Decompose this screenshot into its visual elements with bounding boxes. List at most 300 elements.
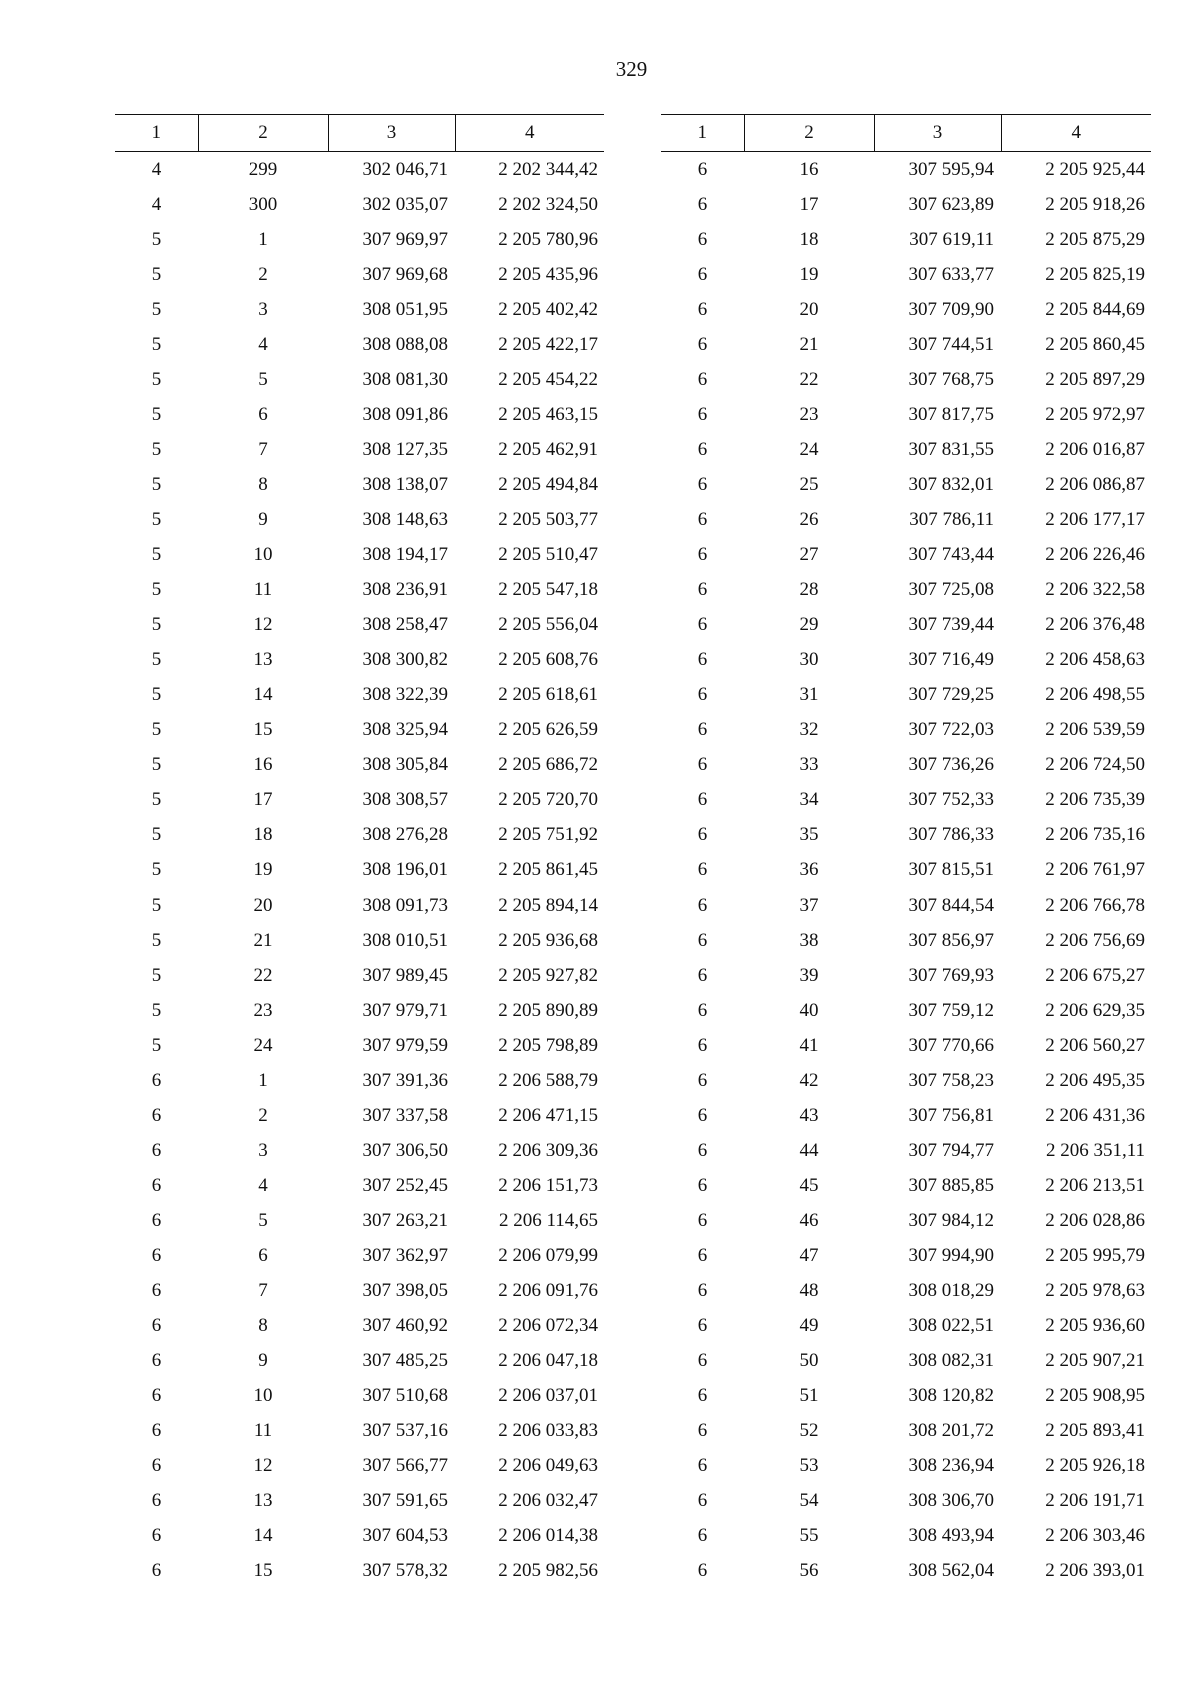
cell-y: 2 205 894,14 (498, 894, 598, 916)
cell-contour: 6 (151, 1244, 162, 1266)
cell-x: 307 591,65 (362, 1490, 448, 1512)
cell-y: 2 205 907,21 (1045, 1350, 1145, 1372)
cell-contour: 6 (697, 964, 708, 986)
cell-contour: 5 (151, 403, 162, 425)
cell-contour: 6 (697, 1139, 708, 1161)
table-row (661, 1414, 1151, 1449)
cell-contour: 6 (151, 1209, 162, 1231)
cell-y: 2 205 860,45 (1045, 333, 1145, 355)
cell-contour: 5 (151, 544, 162, 566)
cell-y: 2 205 463,15 (498, 403, 598, 425)
cell-x: 307 994,90 (908, 1244, 994, 1266)
cell-y: 2 206 177,17 (1045, 508, 1145, 530)
cell-contour: 6 (697, 1209, 708, 1231)
cell-point: 46 (799, 1209, 819, 1231)
column-header-3: 3 (874, 115, 1001, 152)
cell-point: 300 (248, 193, 278, 215)
cell-point: 52 (799, 1420, 819, 1442)
table-row (115, 573, 604, 608)
table-row (115, 257, 604, 292)
cell-contour: 5 (151, 263, 162, 285)
table-row (661, 608, 1151, 643)
cell-contour: 6 (151, 1385, 162, 1407)
cell-contour: 6 (151, 1139, 162, 1161)
table-row (661, 1379, 1151, 1414)
cell-x: 307 832,01 (908, 473, 994, 495)
cell-y: 2 206 033,83 (498, 1420, 598, 1442)
cell-contour: 6 (697, 579, 708, 601)
cell-x: 307 725,08 (908, 579, 994, 601)
cell-x: 308 022,51 (908, 1315, 994, 1337)
cell-contour: 6 (151, 1315, 162, 1337)
cell-contour: 5 (151, 368, 162, 390)
cell-x: 307 856,97 (908, 929, 994, 951)
cell-point: 27 (799, 544, 819, 566)
cell-x: 307 989,45 (362, 964, 448, 986)
cell-point: 20 (253, 894, 273, 916)
cell-point: 10 (253, 1385, 273, 1407)
cell-y: 2 206 079,99 (498, 1244, 598, 1266)
table-row (115, 1098, 604, 1133)
cell-point: 15 (253, 1560, 273, 1582)
cell-contour: 6 (697, 508, 708, 530)
cell-y: 2 205 936,60 (1045, 1315, 1145, 1337)
cell-y: 2 205 751,92 (498, 824, 598, 846)
cell-point: 30 (799, 649, 819, 671)
table-row (661, 643, 1151, 678)
cell-contour: 6 (151, 1560, 162, 1582)
cell-y: 2 205 402,42 (498, 298, 598, 320)
cell-point: 14 (253, 684, 273, 706)
cell-x: 307 566,77 (362, 1455, 448, 1477)
cell-y: 2 205 918,26 (1045, 193, 1145, 215)
cell-x: 302 046,71 (362, 158, 448, 180)
column-header-3: 3 (328, 115, 455, 152)
cell-x: 307 306,50 (362, 1139, 448, 1161)
cell-contour: 5 (151, 579, 162, 601)
cell-x: 307 969,68 (362, 263, 448, 285)
table-row (115, 678, 604, 713)
table-row (115, 748, 604, 783)
cell-x: 308 493,94 (908, 1525, 994, 1547)
cell-point: 16 (799, 158, 819, 180)
cell-point: 9 (258, 1350, 268, 1372)
cell-x: 307 460,92 (362, 1315, 448, 1337)
cell-y: 2 205 982,56 (498, 1560, 598, 1582)
table-row (661, 152, 1151, 188)
table-row (661, 1028, 1151, 1063)
cell-point: 31 (799, 684, 819, 706)
cell-point: 6 (258, 403, 268, 425)
cell-y: 2 206 735,16 (1045, 824, 1145, 846)
cell-y: 2 206 049,63 (498, 1455, 598, 1477)
table-row (115, 502, 604, 537)
cell-y: 2 206 309,36 (498, 1139, 598, 1161)
cell-x: 307 252,45 (362, 1174, 448, 1196)
table-row (115, 1309, 604, 1344)
table-row (115, 467, 604, 502)
table-row (115, 1379, 604, 1414)
table-row (661, 888, 1151, 923)
cell-point: 26 (799, 508, 819, 530)
table-row (115, 1028, 604, 1063)
cell-x: 307 844,54 (908, 894, 994, 916)
cell-y: 2 205 618,61 (498, 684, 598, 706)
cell-x: 307 979,71 (362, 999, 448, 1021)
cell-contour: 6 (697, 1455, 708, 1477)
table-row (661, 1098, 1151, 1133)
cell-x: 307 619,11 (909, 228, 994, 250)
cell-x: 308 081,30 (362, 368, 448, 390)
cell-x: 307 736,26 (908, 754, 994, 776)
cell-y: 2 206 016,87 (1045, 438, 1145, 460)
cell-y: 2 206 495,35 (1045, 1069, 1145, 1091)
cell-point: 7 (258, 438, 268, 460)
cell-x: 308 306,70 (908, 1490, 994, 1512)
cell-contour: 6 (697, 333, 708, 355)
cell-x: 307 537,16 (362, 1420, 448, 1442)
cell-y: 2 205 454,22 (498, 368, 598, 390)
cell-point: 33 (799, 754, 819, 776)
cell-point: 51 (799, 1385, 819, 1407)
cell-y: 2 205 626,59 (498, 719, 598, 741)
cell-point: 21 (253, 929, 273, 951)
table-row (661, 292, 1151, 327)
cell-contour: 6 (151, 1525, 162, 1547)
cell-y: 2 206 629,35 (1045, 999, 1145, 1021)
cell-point: 53 (799, 1455, 819, 1477)
cell-point: 43 (799, 1104, 819, 1126)
cell-y: 2 205 844,69 (1045, 298, 1145, 320)
table-row (115, 923, 604, 958)
cell-y: 2 206 393,01 (1045, 1560, 1145, 1582)
table-row (115, 187, 604, 222)
cell-y: 2 205 720,70 (498, 789, 598, 811)
cell-y: 2 206 376,48 (1045, 614, 1145, 636)
table-row (661, 1344, 1151, 1379)
cell-x: 308 201,72 (908, 1420, 994, 1442)
cell-x: 308 196,01 (362, 859, 448, 881)
cell-y: 2 206 047,18 (498, 1350, 598, 1372)
cell-y: 2 205 978,63 (1045, 1280, 1145, 1302)
cell-x: 307 709,90 (908, 298, 994, 320)
cell-y: 2 205 503,77 (498, 508, 598, 530)
cell-y: 2 206 213,51 (1045, 1174, 1145, 1196)
cell-contour: 5 (151, 298, 162, 320)
table-row (115, 362, 604, 397)
cell-contour: 6 (697, 1315, 708, 1337)
cell-point: 3 (258, 298, 268, 320)
cell-contour: 6 (697, 228, 708, 250)
cell-point: 16 (253, 754, 273, 776)
cell-contour: 6 (697, 473, 708, 495)
table-row (661, 1238, 1151, 1273)
cell-point: 13 (253, 649, 273, 671)
cell-y: 2 206 498,55 (1045, 684, 1145, 706)
cell-point: 15 (253, 719, 273, 741)
cell-point: 2 (258, 263, 268, 285)
cell-point: 21 (799, 333, 819, 355)
table-row (661, 1063, 1151, 1098)
cell-y: 2 205 422,17 (498, 333, 598, 355)
table-row (115, 1133, 604, 1168)
cell-point: 54 (799, 1490, 819, 1512)
cell-x: 307 391,36 (362, 1069, 448, 1091)
cell-point: 20 (799, 298, 819, 320)
table-row (115, 1203, 604, 1238)
cell-point: 24 (253, 1034, 273, 1056)
table-row (661, 993, 1151, 1028)
table-row (661, 1309, 1151, 1344)
cell-point: 5 (258, 368, 268, 390)
table-row (661, 327, 1151, 362)
cell-contour: 6 (697, 1244, 708, 1266)
cell-contour: 6 (151, 1174, 162, 1196)
cell-point: 49 (799, 1315, 819, 1337)
cell-y: 2 205 510,47 (498, 544, 598, 566)
table-row (115, 1063, 604, 1098)
cell-x: 308 308,57 (362, 789, 448, 811)
cell-point: 1 (258, 228, 268, 250)
cell-x: 307 362,97 (362, 1244, 448, 1266)
cell-point: 28 (799, 579, 819, 601)
cell-point: 40 (799, 999, 819, 1021)
cell-x: 308 138,07 (362, 473, 448, 495)
cell-x: 308 562,04 (908, 1560, 994, 1582)
table-row (661, 958, 1151, 993)
cell-x: 307 510,68 (362, 1385, 448, 1407)
table-row (661, 678, 1151, 713)
cell-point: 13 (253, 1490, 273, 1512)
cell-y: 2 206 458,63 (1045, 649, 1145, 671)
cell-contour: 6 (697, 754, 708, 776)
table-row (115, 993, 604, 1028)
table-body-right (661, 152, 1151, 1589)
cell-x: 307 752,33 (908, 789, 994, 811)
cell-y: 2 206 756,69 (1045, 929, 1145, 951)
cell-point: 29 (799, 614, 819, 636)
cell-point: 299 (248, 158, 278, 180)
cell-contour: 5 (151, 508, 162, 530)
table-row (661, 853, 1151, 888)
cell-x: 307 794,77 (908, 1139, 994, 1161)
table-row (115, 1168, 604, 1203)
cell-y: 2 206 471,15 (498, 1104, 598, 1126)
cell-point: 7 (258, 1280, 268, 1302)
cell-x: 308 236,91 (362, 579, 448, 601)
cell-point: 34 (799, 789, 819, 811)
cell-contour: 6 (697, 929, 708, 951)
cell-point: 50 (799, 1350, 819, 1372)
table-row (661, 1168, 1151, 1203)
page-number: 329 (615, 57, 648, 81)
cell-y: 2 205 556,04 (498, 614, 598, 636)
cell-contour: 6 (151, 1350, 162, 1372)
table-row (115, 1414, 604, 1449)
table-row (661, 502, 1151, 537)
cell-y: 2 205 995,79 (1045, 1244, 1145, 1266)
cell-contour: 6 (697, 368, 708, 390)
table-row (115, 1519, 604, 1554)
cell-x: 307 722,03 (908, 719, 994, 741)
cell-y: 2 206 037,01 (498, 1385, 598, 1407)
table-row (661, 1274, 1151, 1309)
cell-y: 2 205 972,97 (1045, 403, 1145, 425)
table-row (661, 397, 1151, 432)
cell-x: 308 258,47 (362, 614, 448, 636)
cell-y: 2 206 761,97 (1045, 859, 1145, 881)
cell-contour: 6 (697, 1069, 708, 1091)
cell-x: 307 786,11 (909, 508, 994, 530)
cell-point: 19 (799, 263, 819, 285)
cell-y: 2 205 435,96 (498, 263, 598, 285)
cell-x: 308 305,84 (362, 754, 448, 776)
cell-x: 307 743,44 (908, 544, 994, 566)
cell-point: 41 (799, 1034, 819, 1056)
cell-point: 35 (799, 824, 819, 846)
cell-contour: 6 (697, 894, 708, 916)
table-row (661, 1484, 1151, 1519)
cell-x: 308 051,95 (362, 298, 448, 320)
table-body-left (115, 152, 604, 1589)
table-row (115, 397, 604, 432)
cell-contour: 4 (151, 193, 162, 215)
cell-contour: 6 (697, 1385, 708, 1407)
cell-x: 307 604,53 (362, 1525, 448, 1547)
cell-y: 2 206 303,46 (1045, 1525, 1145, 1547)
cell-y: 2 206 588,79 (498, 1069, 598, 1091)
table-row (661, 573, 1151, 608)
cell-contour: 6 (697, 1420, 708, 1442)
cell-y: 2 205 780,96 (498, 228, 598, 250)
cell-contour: 5 (151, 1034, 162, 1056)
cell-contour: 5 (151, 333, 162, 355)
table-row (115, 643, 604, 678)
cell-x: 307 578,32 (362, 1560, 448, 1582)
cell-point: 2 (258, 1104, 268, 1126)
table-row (661, 257, 1151, 292)
table-row (115, 1554, 604, 1589)
cell-y: 2 205 547,18 (498, 579, 598, 601)
cell-x: 307 769,93 (908, 964, 994, 986)
cell-point: 32 (799, 719, 819, 741)
cell-point: 44 (799, 1139, 819, 1161)
cell-point: 18 (799, 228, 819, 250)
table-row (661, 783, 1151, 818)
cell-contour: 6 (151, 1280, 162, 1302)
cell-x: 307 716,49 (908, 649, 994, 671)
cell-x: 307 756,81 (908, 1104, 994, 1126)
cell-x: 307 337,58 (362, 1104, 448, 1126)
table-row (661, 187, 1151, 222)
cell-point: 17 (253, 789, 273, 811)
cell-x: 308 276,28 (362, 824, 448, 846)
cell-contour: 6 (697, 403, 708, 425)
cell-x: 308 091,86 (362, 403, 448, 425)
cell-contour: 4 (151, 158, 162, 180)
cell-point: 22 (799, 368, 819, 390)
cell-point: 24 (799, 438, 819, 460)
cell-y: 2 205 897,29 (1045, 368, 1145, 390)
cell-contour: 6 (697, 263, 708, 285)
cell-x: 307 729,25 (908, 684, 994, 706)
cell-point: 14 (253, 1525, 273, 1547)
table-row (115, 538, 604, 573)
cell-x: 308 082,31 (908, 1350, 994, 1372)
table-row (115, 608, 604, 643)
cell-contour: 6 (697, 719, 708, 741)
cell-y: 2 206 191,71 (1045, 1490, 1145, 1512)
cell-y: 2 205 608,76 (498, 649, 598, 671)
cell-contour: 6 (697, 789, 708, 811)
table-row (661, 538, 1151, 573)
cell-contour: 6 (697, 1104, 708, 1126)
cell-point: 36 (799, 859, 819, 881)
table-row (661, 818, 1151, 853)
cell-contour: 6 (697, 1560, 708, 1582)
cell-x: 307 485,25 (362, 1350, 448, 1372)
cell-y: 2 206 539,59 (1045, 719, 1145, 741)
cell-contour: 5 (151, 824, 162, 846)
cell-y: 2 205 875,29 (1045, 228, 1145, 250)
cell-x: 307 623,89 (908, 193, 994, 215)
cell-x: 307 885,85 (908, 1174, 994, 1196)
cell-x: 307 984,12 (908, 1209, 994, 1231)
cell-x: 307 817,75 (908, 403, 994, 425)
table-row (661, 467, 1151, 502)
cell-contour: 5 (151, 473, 162, 495)
cell-x: 308 194,17 (362, 544, 448, 566)
cell-x: 307 633,77 (908, 263, 994, 285)
cell-contour: 6 (151, 1490, 162, 1512)
table-row (115, 152, 604, 188)
table-row (115, 783, 604, 818)
table-row (661, 1133, 1151, 1168)
cell-y: 2 206 091,76 (498, 1280, 598, 1302)
cell-contour: 6 (697, 1174, 708, 1196)
cell-contour: 6 (151, 1104, 162, 1126)
cell-contour: 6 (697, 438, 708, 460)
cell-contour: 6 (151, 1069, 162, 1091)
cell-y: 2 206 735,39 (1045, 789, 1145, 811)
cell-y: 2 206 226,46 (1045, 544, 1145, 566)
table-row (115, 853, 604, 888)
table-row (115, 958, 604, 993)
cell-contour: 5 (151, 649, 162, 671)
cell-point: 4 (258, 333, 268, 355)
cell-y: 2 205 462,91 (498, 438, 598, 460)
cell-y: 2 206 032,47 (498, 1490, 598, 1512)
table-row (115, 713, 604, 748)
cell-point: 48 (799, 1280, 819, 1302)
cell-y: 2 205 798,89 (498, 1034, 598, 1056)
cell-y: 2 202 324,50 (498, 193, 598, 215)
table-row (661, 748, 1151, 783)
cell-y: 2 205 686,72 (498, 754, 598, 776)
cell-y: 2 206 151,73 (498, 1174, 598, 1196)
table-row (115, 818, 604, 853)
column-header-4: 4 (455, 115, 604, 152)
cell-x: 307 786,33 (908, 824, 994, 846)
cell-contour: 6 (151, 1420, 162, 1442)
cell-y: 2 205 893,41 (1045, 1420, 1145, 1442)
column-header-2: 2 (744, 115, 874, 152)
column-header-4: 4 (1001, 115, 1151, 152)
cell-contour: 5 (151, 929, 162, 951)
cell-x: 307 744,51 (908, 333, 994, 355)
cell-point: 18 (253, 824, 273, 846)
cell-contour: 5 (151, 228, 162, 250)
